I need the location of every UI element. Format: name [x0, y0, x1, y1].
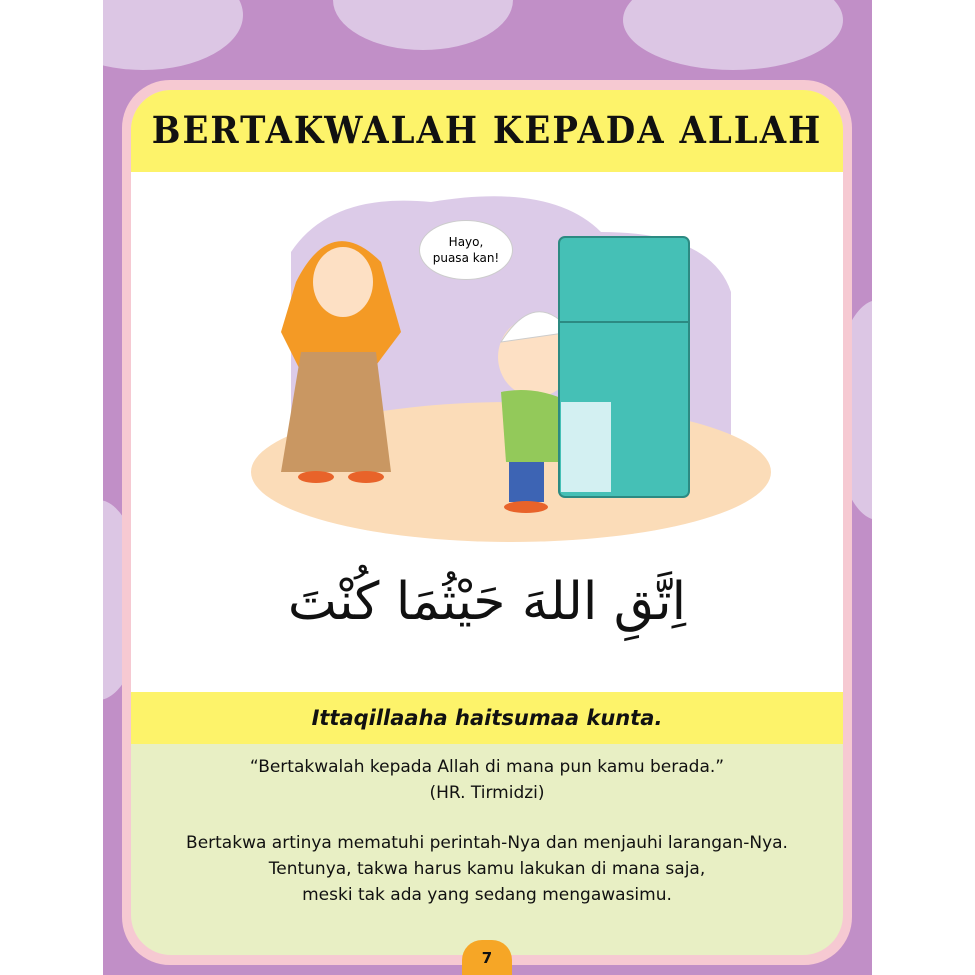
bg-pattern [103, 0, 243, 70]
hadith-source: (HR. Tirmidzi) [429, 783, 545, 803]
body-text [131, 744, 843, 908]
explanation-line: Tentunya, takwa harus kamu lakukan di mana saja, [268, 859, 706, 879]
title-band [131, 90, 843, 172]
speech-line: Hayo, [448, 235, 484, 249]
bg-pattern [333, 0, 513, 50]
explanation-line: Bertakwa artinya mematuhi perintah-Nya dan menjauhi larangan-Nya. [186, 833, 788, 853]
page-number: 7 [462, 940, 512, 975]
illustration [131, 172, 843, 692]
page-title: BERTAKWALAH KEPADA ALLAH [151, 109, 823, 153]
explanation-line: meski tak ada yang sedang mengawasimu. [302, 885, 672, 905]
transliteration: Ittaqillaaha haitsumaa kunta. [311, 706, 663, 730]
speech-line: puasa kan! [432, 251, 500, 265]
refrigerator [559, 237, 689, 497]
transliteration-band [131, 692, 843, 744]
speech-bubble [419, 220, 513, 280]
hadith-quote: “Bertakwalah kepada Allah di mana pun kamu berada.” [249, 757, 725, 777]
book-page [103, 0, 872, 975]
bg-pattern [623, 0, 843, 70]
arabic-text: اِتَّقِ اللهَ حَيْثُمَا كُنْتَ [287, 572, 687, 632]
content-card [122, 80, 852, 965]
